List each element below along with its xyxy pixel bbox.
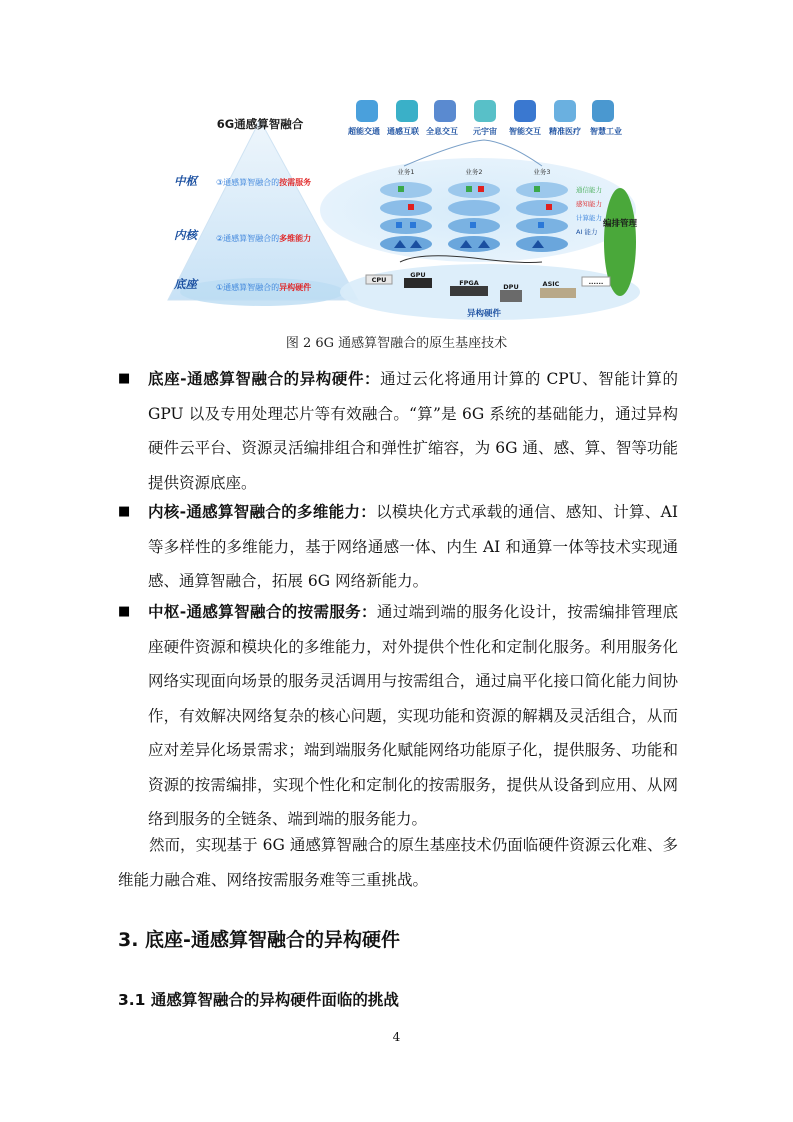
capability-label: 计算能力 bbox=[576, 214, 602, 222]
bullet-item bbox=[118, 495, 678, 599]
layer-text: 通感算智融合的 bbox=[223, 234, 280, 243]
architecture-diagram bbox=[160, 92, 640, 324]
bullet-heading: 内核-通感算智融合的多维能力： bbox=[148, 503, 377, 521]
body-paragraph: 然而，实现基于 6G 通感算智融合的原生基座技术仍面临硬件资源云化难、多维能力融合难、网络按需服务难等三重挑战。 bbox=[118, 836, 678, 889]
scenario-icon bbox=[592, 100, 614, 122]
subsection-heading: 3.1 通感算智融合的异构硬件面临的挑战 bbox=[118, 991, 399, 1009]
pyramid-label-hub: 中枢 bbox=[174, 174, 197, 188]
capability-label: 感知能力 bbox=[576, 200, 602, 208]
scenario-icon bbox=[396, 100, 418, 122]
scenario-label: 超能交通 bbox=[348, 127, 380, 136]
bullet-body bbox=[148, 595, 678, 837]
bullet-square-icon: ■ bbox=[118, 604, 131, 619]
hardware-chip bbox=[540, 288, 576, 298]
service-label: 业务3 bbox=[533, 168, 551, 176]
bullet-item bbox=[118, 595, 678, 837]
layer-text: 通感算智融合的 bbox=[223, 283, 280, 292]
hardware-chip bbox=[500, 290, 522, 302]
scenario-label: 全息交互 bbox=[426, 127, 458, 136]
scenario-label: 元宇宙 bbox=[473, 127, 497, 136]
figure-title: 6G通感算智融合 bbox=[216, 117, 304, 131]
hardware-title: 异构硬件 bbox=[466, 309, 502, 319]
layer-highlight: 多维能力 bbox=[279, 234, 312, 243]
scenario-label: 智能交互 bbox=[509, 127, 541, 136]
layer-row-capability bbox=[216, 233, 311, 243]
section-heading: 3. 底座-通感算智融合的异构硬件 bbox=[118, 929, 400, 951]
scenario-label: 智慧工业 bbox=[590, 127, 622, 136]
bullet-heading: 中枢-通感算智融合的按需服务： bbox=[148, 603, 377, 621]
scenario-icons bbox=[356, 100, 614, 122]
bullet-text: 以模块化方式承载的通信、感知、计算、AI 等多样性的多维能力，基于网络通感一体、内生 AI 和通算一体等技术实现通感、通算智融合，拓展 6G 网络新能力。 bbox=[148, 503, 678, 590]
bullet-text: 通过端到端的服务化设计，按需编排管理底座硬件资源和模块化的多维能力，对外提供个性化和定制化服务。利用服务化网络实现面向场景的服务灵活调用与按需组合，通过扁平化接口简化能力间协作，有效解决网络复杂的核心问题，实现功能和资源的解耦及灵活组合，从而应对差异化场景需求；端到端服务化赋能网络功能原子化，提供服务、功能和资源的按需编排，实现个性化和定制化的按需服务，提供从设备到应用、从网络到服务的全链条、端到端的服务能力。 bbox=[148, 603, 678, 828]
capability-label: 通信能力 bbox=[576, 186, 602, 194]
layer-num: ③ bbox=[216, 178, 224, 187]
bullet-square-icon: ■ bbox=[118, 504, 131, 519]
layer-num: ① bbox=[216, 283, 224, 292]
hardware-chip bbox=[404, 278, 432, 288]
service-label: 业务1 bbox=[397, 168, 415, 176]
figure-caption: 图 2 6G 通感算智融合的原生基座技术 bbox=[285, 336, 508, 351]
layer-row-service bbox=[216, 177, 311, 187]
layer-row-hardware bbox=[216, 282, 311, 292]
scenario-icon bbox=[554, 100, 576, 122]
scenario-icon bbox=[514, 100, 536, 122]
layer-num: ② bbox=[216, 234, 224, 243]
hardware-label: ASIC bbox=[542, 280, 560, 288]
scenario-icon bbox=[434, 100, 456, 122]
layer-text: 通感算智融合的 bbox=[223, 178, 280, 187]
scenario-icon bbox=[474, 100, 496, 122]
capability-label: AI 能力 bbox=[576, 228, 598, 236]
orchestration-label bbox=[602, 218, 638, 229]
bullet-body bbox=[148, 495, 678, 599]
bullet-square-icon: ■ bbox=[118, 371, 131, 386]
pyramid-label-core: 内核 bbox=[174, 228, 197, 242]
scenario-icon bbox=[356, 100, 378, 122]
bullet-item bbox=[118, 362, 678, 500]
scenario-label: 通感互联 bbox=[387, 127, 419, 136]
hardware-label: GPU bbox=[410, 271, 426, 279]
bullet-body bbox=[148, 362, 678, 500]
layer-highlight: 按需服务 bbox=[279, 178, 312, 187]
pyramid-label-base: 底座 bbox=[174, 277, 197, 291]
service-label: 业务2 bbox=[465, 168, 483, 176]
page-number: 4 bbox=[392, 1030, 401, 1044]
orchestration-text: 编排管理 bbox=[602, 219, 638, 229]
hardware-label: FPGA bbox=[459, 279, 479, 287]
bullet-heading: 底座-通感算智融合的异构硬件： bbox=[148, 370, 381, 388]
hardware-label: DPU bbox=[503, 283, 519, 291]
layer-highlight: 异构硬件 bbox=[279, 283, 312, 292]
hardware-chip bbox=[450, 286, 488, 296]
hardware-label: ...... bbox=[588, 278, 604, 286]
architecture-figure bbox=[160, 92, 640, 324]
hardware-label: CPU bbox=[371, 276, 387, 284]
bullet-text: 通过云化将通用计算的 CPU、智能计算的 GPU 以及专用处理芯片等有效融合。“算”是 6G 系统的基础能力，通过异构硬件云平台、资源灵活编排组合和弹性扩缩容，为 6G 通、感、算、智等功能提供资源底座。 bbox=[148, 370, 679, 492]
scenario-label: 精准医疗 bbox=[549, 127, 581, 136]
